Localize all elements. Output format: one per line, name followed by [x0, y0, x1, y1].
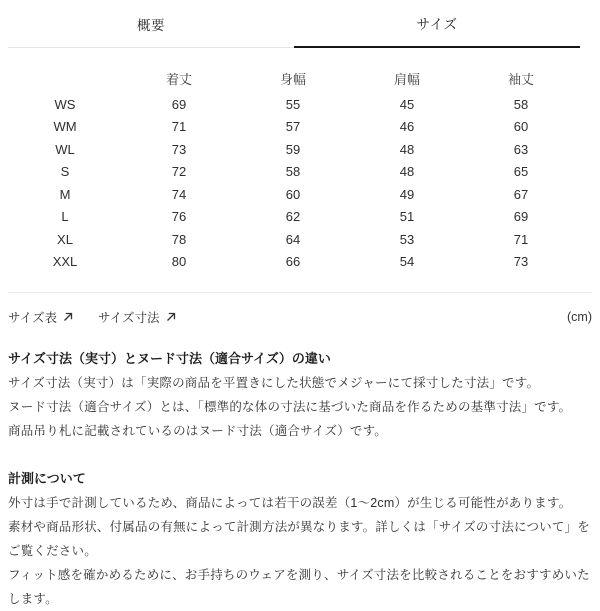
measurement-cell: 72	[171, 164, 187, 180]
measurement-cell: 62	[285, 209, 301, 225]
size-label: WL	[55, 141, 75, 157]
measurement-cell: 73	[513, 254, 529, 270]
divider	[8, 292, 592, 293]
measurement-cell: 55	[285, 96, 301, 112]
section-line: サイズ寸法（実寸）は「実際の商品を平置きにした状態でメジャーにて採寸した寸法」です。	[8, 376, 540, 390]
measurement-cell: 51	[399, 209, 415, 225]
section-line: 外寸は手で計測しているため、商品によっては若干の誤差（1～2cm）が生じる可能性があります。	[8, 496, 572, 510]
section-measurement	[8, 467, 592, 611]
column-header-sleeve: 袖丈	[507, 71, 534, 87]
measurement-cell: 67	[513, 186, 529, 202]
tab-size[interactable]	[294, 0, 580, 48]
table-row	[8, 206, 578, 229]
tab-size-label: サイズ	[416, 17, 458, 32]
size-label: WM	[53, 119, 77, 135]
section-size-terms	[8, 347, 592, 443]
measurement-cell: 76	[171, 209, 187, 225]
tab-overview-label: 概要	[137, 17, 165, 33]
measurement-cell: 71	[513, 231, 529, 247]
measurement-cell: 73	[171, 141, 187, 157]
measurement-cell: 78	[171, 231, 187, 247]
table-row	[8, 93, 578, 116]
size-dimensions-link-label: サイズ寸法	[98, 311, 160, 325]
links-row	[8, 307, 592, 327]
table-header-row	[8, 63, 578, 93]
measurement-cell: 59	[285, 141, 301, 157]
table-row	[8, 251, 578, 274]
measurement-cell: 69	[171, 96, 187, 112]
table-row	[8, 183, 578, 206]
section-line: フィット感を確かめるために、お手持ちのウェアを測り、サイズ寸法を比較されることをおすすめいたします。	[8, 568, 590, 606]
table-row	[8, 116, 578, 139]
section-heading: サイズ寸法（実寸）とヌード寸法（適合サイズ）の違い	[8, 351, 331, 366]
size-chart-link[interactable]	[8, 308, 74, 326]
size-label: M	[59, 186, 71, 202]
size-label: L	[61, 209, 69, 225]
measurement-cell: 69	[513, 209, 529, 225]
measurement-cell: 80	[171, 254, 187, 270]
measurement-cell: 71	[171, 119, 187, 135]
measurement-cell: 48	[399, 141, 415, 157]
tab-overview[interactable]	[8, 0, 294, 48]
table-row	[8, 228, 578, 251]
measurement-cell: 49	[399, 186, 415, 202]
measurement-cell: 64	[285, 231, 301, 247]
table-row	[8, 161, 578, 184]
section-heading: 計測について	[8, 471, 86, 486]
section-line: ヌード寸法（適合サイズ）とは、「標準的な体の寸法に基づいた商品を作るための基準寸法」です。	[8, 400, 572, 414]
corner-cell	[8, 63, 122, 93]
tab-bar	[8, 0, 580, 48]
size-table	[8, 63, 578, 273]
size-dimensions-link[interactable]	[98, 308, 177, 326]
measurement-cell: 58	[285, 164, 301, 180]
column-header-shoulder: 肩幅	[393, 71, 420, 87]
column-header-width: 身幅	[279, 71, 306, 87]
measurement-cell: 46	[399, 119, 415, 135]
size-label: XL	[57, 231, 73, 247]
measurement-cell: 58	[513, 96, 529, 112]
measurement-cell: 57	[285, 119, 301, 135]
size-label: XXL	[52, 254, 78, 270]
measurement-cell: 65	[513, 164, 529, 180]
size-label: WS	[54, 96, 76, 112]
table-row	[8, 138, 578, 161]
measurement-cell: 53	[399, 231, 415, 247]
unit-label: (cm)	[567, 310, 592, 324]
size-label: S	[60, 164, 70, 180]
external-link-icon	[165, 311, 177, 323]
measurement-cell: 60	[513, 119, 529, 135]
column-header-length: 着丈	[165, 71, 192, 87]
section-line: 商品吊り札に記載されているのはヌード寸法（適合サイズ）です。	[8, 424, 388, 438]
measurement-cell: 66	[285, 254, 301, 270]
measurement-cell: 60	[285, 186, 301, 202]
size-chart-link-label: サイズ表	[8, 311, 58, 325]
measurement-cell: 63	[513, 141, 529, 157]
section-line: 素材や商品形状、付属品の有無によって計測方法が異なります。詳しくは「サイズの寸法について」をご覧ください。	[8, 520, 590, 558]
measurement-cell: 74	[171, 186, 187, 202]
external-link-icon	[62, 311, 74, 323]
measurement-cell: 45	[399, 96, 415, 112]
measurement-cell: 48	[399, 164, 415, 180]
measurement-cell: 54	[399, 254, 415, 270]
